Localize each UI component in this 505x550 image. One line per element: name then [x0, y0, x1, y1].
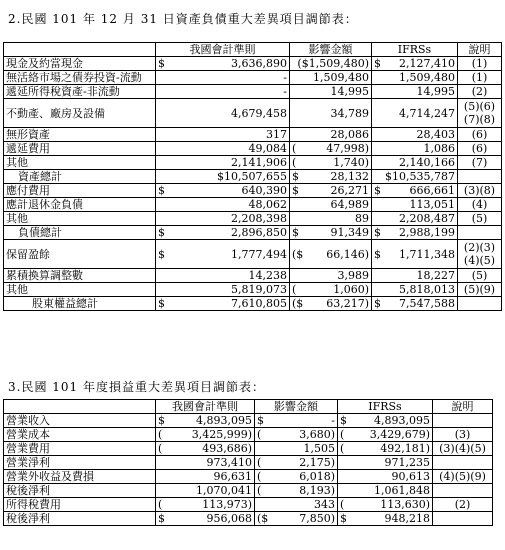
column-header: 我國會計準則	[156, 43, 290, 57]
note-cell	[433, 470, 493, 484]
amount-value: 2,988,199	[399, 226, 455, 239]
amount-cell	[255, 442, 338, 456]
table-row	[4, 170, 502, 184]
amount-value: 3,680)	[299, 428, 335, 441]
amount-value: 2,127,410	[399, 57, 455, 70]
table-row	[4, 57, 502, 71]
amount-value: 49,084	[248, 142, 287, 155]
row-label: 無活絡市場之債券投資-流動	[4, 71, 156, 85]
note-cell	[458, 212, 502, 226]
amount-cell	[338, 512, 433, 526]
table-row	[4, 198, 502, 212]
amount-value: 2,896,850	[231, 226, 287, 239]
row-label: 應付費用	[4, 184, 156, 198]
balance-sheet-reconciliation-table	[3, 42, 502, 311]
table-row	[4, 442, 493, 456]
amount-value: 1,086	[423, 142, 455, 155]
amount-cell	[338, 498, 433, 512]
amount-value: 1,505	[303, 442, 335, 455]
amount-cell	[290, 212, 372, 226]
note-ref: (5)(9)	[463, 283, 496, 296]
currency-symbol: (	[158, 442, 163, 455]
note-ref: (1)	[471, 57, 488, 70]
amount-cell	[156, 170, 290, 184]
currency-symbol: $	[257, 414, 264, 427]
currency-symbol: $	[374, 247, 381, 261]
amount-cell	[156, 226, 290, 240]
table-row	[4, 226, 502, 240]
amount-cell	[372, 226, 458, 240]
note-cell	[458, 142, 502, 156]
amount-value: 34,789	[330, 106, 369, 120]
amount-value: 3,989	[337, 269, 369, 282]
currency-symbol: (	[257, 484, 262, 497]
currency-symbol: $	[158, 512, 165, 525]
amount-cell	[156, 142, 290, 156]
amount-value: 113,051	[409, 198, 455, 211]
amount-value: 14,995	[330, 85, 369, 98]
amount-cell	[156, 498, 255, 512]
note-cell	[458, 71, 502, 85]
note-cell	[458, 184, 502, 198]
amount-value: 48,062	[248, 198, 287, 211]
row-label: 營業外收益及費損	[4, 470, 156, 484]
row-label: 其他	[4, 156, 156, 170]
column-header	[4, 400, 156, 414]
currency-symbol: (	[292, 142, 297, 155]
row-label: 遞延所得稅資產-非流動	[4, 85, 156, 99]
amount-value: 7,547,588	[399, 297, 455, 310]
amount-cell	[290, 198, 372, 212]
column-header: IFRSs	[372, 43, 458, 57]
amount-value: 666,661	[409, 184, 455, 197]
amount-value: 492,181)	[380, 442, 430, 455]
row-label: 資產總計	[4, 170, 156, 184]
currency-symbol: (	[340, 498, 345, 511]
table-row	[4, 297, 502, 311]
row-label: 其他	[4, 212, 156, 226]
table-row	[4, 142, 502, 156]
amount-cell	[156, 99, 290, 128]
column-header: 說明	[458, 43, 502, 57]
amount-value: 96,631	[213, 470, 252, 483]
note-ref: (5)	[471, 269, 488, 282]
amount-cell	[156, 456, 255, 470]
amount-cell	[255, 428, 338, 442]
table-row	[4, 128, 502, 142]
amount-value: 64,989	[330, 198, 369, 211]
row-label: 營業淨利	[4, 456, 156, 470]
amount-cell	[156, 283, 290, 297]
amount-value: 4,714,247	[399, 106, 455, 120]
currency-symbol: $	[158, 57, 165, 70]
amount-value: 6,018)	[299, 470, 335, 483]
note-ref: (2)(3)	[463, 241, 496, 254]
currency-symbol: $	[374, 226, 381, 239]
amount-cell	[372, 198, 458, 212]
note-cell	[433, 414, 493, 428]
amount-value: 1,509,480	[313, 71, 369, 84]
amount-cell	[372, 142, 458, 156]
amount-value: -	[331, 414, 335, 427]
amount-value: $10,535,787	[385, 170, 455, 183]
note-ref: (3)(8)	[463, 184, 496, 197]
note-cell	[433, 484, 493, 498]
amount-cell	[290, 85, 372, 99]
currency-symbol: ($	[292, 297, 304, 310]
amount-cell	[290, 99, 372, 128]
table-row	[4, 484, 493, 498]
amount-value: 91,349	[330, 226, 369, 239]
table-row	[4, 456, 493, 470]
amount-value: 3,425,999)	[191, 428, 252, 441]
income-statement-title: 3.民國 101 年度損益重大差異項目調節表：	[8, 380, 265, 394]
currency-symbol: $	[340, 512, 347, 525]
row-label: 遞延費用	[4, 142, 156, 156]
amount-value: 2,208,487	[399, 212, 455, 225]
note-cell	[458, 198, 502, 212]
table-row	[4, 512, 493, 526]
note-cell	[458, 240, 502, 269]
amount-value: 4,893,095	[374, 414, 430, 427]
header-row	[4, 400, 493, 414]
amount-cell	[290, 184, 372, 198]
amount-cell	[372, 297, 458, 311]
amount-value: 28,086	[330, 128, 369, 141]
column-header: 我國會計準則	[156, 400, 255, 414]
amount-cell	[290, 57, 372, 71]
amount-value: 113,973)	[202, 498, 252, 511]
note-ref: (6)	[471, 142, 488, 155]
currency-symbol: $	[158, 297, 165, 310]
note-cell	[433, 428, 493, 442]
amount-value: 113,630)	[380, 498, 430, 511]
table-row	[4, 240, 502, 269]
header-row	[4, 43, 502, 57]
table-row	[4, 85, 502, 99]
note-cell	[458, 128, 502, 142]
note-ref: (2)	[471, 85, 488, 98]
row-label: 稅後淨利	[4, 484, 156, 498]
amount-cell	[338, 442, 433, 456]
note-ref: (5)	[471, 212, 488, 225]
amount-cell	[255, 498, 338, 512]
currency-symbol: $	[158, 184, 165, 197]
amount-cell	[290, 128, 372, 142]
note-ref: (2)	[454, 498, 471, 511]
income-statement-reconciliation-table	[3, 399, 493, 526]
amount-value: 5,819,073	[231, 283, 287, 296]
row-label: 無形資產	[4, 128, 156, 142]
note-cell	[458, 226, 502, 240]
currency-symbol: ($	[292, 247, 304, 261]
amount-value: 343	[314, 498, 335, 511]
table-row	[4, 283, 502, 297]
amount-cell	[156, 297, 290, 311]
amount-value: $10,507,655	[217, 170, 287, 183]
currency-symbol: $	[158, 226, 165, 239]
amount-cell	[372, 156, 458, 170]
amount-cell	[290, 170, 372, 184]
currency-symbol: $	[374, 184, 381, 197]
amount-cell	[338, 456, 433, 470]
amount-cell	[156, 269, 290, 283]
amount-cell	[156, 85, 290, 99]
amount-cell	[255, 470, 338, 484]
amount-cell	[156, 156, 290, 170]
amount-value: 5,818,013	[399, 283, 455, 296]
table-row	[4, 470, 493, 484]
amount-cell	[372, 85, 458, 99]
amount-value: 640,390	[241, 184, 287, 197]
amount-cell	[290, 156, 372, 170]
amount-cell	[156, 240, 290, 269]
amount-value: 14,238	[248, 269, 287, 282]
amount-value: 317	[266, 128, 287, 141]
currency-symbol: $	[292, 184, 299, 197]
amount-cell	[372, 57, 458, 71]
amount-cell	[372, 240, 458, 269]
amount-cell	[338, 470, 433, 484]
currency-symbol: $	[374, 57, 381, 70]
note-ref: (7)	[471, 156, 488, 169]
currency-symbol: $	[374, 297, 381, 310]
column-header: 影響金額	[290, 43, 372, 57]
row-label: 稅後淨利	[4, 512, 156, 526]
amount-cell	[290, 71, 372, 85]
currency-symbol: $	[158, 247, 165, 261]
amount-cell	[338, 484, 433, 498]
amount-cell	[156, 414, 255, 428]
amount-cell	[372, 170, 458, 184]
amount-value: 26,271	[330, 184, 369, 197]
amount-cell	[338, 414, 433, 428]
amount-value: 4,893,095	[196, 414, 252, 427]
amount-cell	[372, 71, 458, 85]
amount-value: 89	[355, 212, 369, 225]
table-row	[4, 156, 502, 170]
amount-cell	[156, 442, 255, 456]
amount-value: 3,429,679)	[369, 428, 430, 441]
amount-cell	[156, 470, 255, 484]
note-cell	[458, 297, 502, 311]
amount-cell	[290, 269, 372, 283]
amount-value: 14,995	[416, 85, 455, 98]
note-ref: (5)(6)	[463, 100, 496, 113]
note-cell	[458, 170, 502, 184]
amount-cell	[290, 142, 372, 156]
amount-value: 2,175)	[299, 456, 335, 469]
amount-value: ($1,509,480)	[297, 57, 369, 70]
amount-cell	[290, 297, 372, 311]
amount-cell	[156, 512, 255, 526]
currency-symbol: (	[158, 498, 163, 511]
amount-value: 18,227	[416, 269, 455, 282]
row-label: 營業收入	[4, 414, 156, 428]
note-cell	[458, 99, 502, 128]
amount-value: 66,146)	[326, 247, 369, 261]
column-header: 說明	[433, 400, 493, 414]
amount-value: 7,610,805	[231, 297, 287, 310]
amount-value: 1,060)	[333, 283, 369, 296]
amount-value: -	[283, 71, 287, 84]
amount-value: 1,740)	[333, 156, 369, 169]
note-cell	[458, 156, 502, 170]
amount-cell	[290, 240, 372, 269]
row-label: 股東權益總計	[4, 297, 156, 311]
column-header	[4, 43, 156, 57]
note-ref: (3)(4)(5)	[439, 442, 486, 455]
note-cell	[458, 57, 502, 71]
row-label: 現金及約當現金	[4, 57, 156, 71]
amount-value: 8,193)	[299, 484, 335, 497]
note-cell	[458, 269, 502, 283]
amount-cell	[156, 484, 255, 498]
currency-symbol: ($	[257, 512, 269, 525]
amount-value: -	[283, 85, 287, 98]
note-ref: (4)	[471, 198, 488, 211]
amount-value: 90,613	[391, 470, 430, 483]
table-row	[4, 428, 493, 442]
amount-value: 1,777,494	[231, 247, 287, 261]
amount-value: 7,850)	[299, 512, 335, 525]
amount-cell	[156, 71, 290, 85]
note-cell	[433, 442, 493, 456]
currency-symbol: $	[340, 414, 347, 427]
column-header: 影響金額	[255, 400, 338, 414]
amount-cell	[255, 414, 338, 428]
amount-value: 956,068	[206, 512, 252, 525]
amount-value: 1,711,348	[399, 247, 455, 261]
table-row	[4, 184, 502, 198]
row-label: 營業費用	[4, 442, 156, 456]
amount-cell	[372, 283, 458, 297]
amount-value: 4,679,458	[231, 106, 287, 120]
note-cell	[433, 498, 493, 512]
note-ref: (4)(5)(9)	[439, 470, 486, 483]
amount-value: 2,141,906	[231, 156, 287, 169]
note-cell	[433, 512, 493, 526]
currency-symbol: $	[292, 226, 299, 239]
amount-cell	[338, 428, 433, 442]
table-row	[4, 99, 502, 128]
amount-value: 948,218	[384, 512, 430, 525]
currency-symbol: (	[340, 442, 345, 455]
amount-cell	[255, 484, 338, 498]
amount-cell	[255, 512, 338, 526]
note-ref: (7)(8)	[463, 113, 496, 126]
table-row	[4, 269, 502, 283]
amount-cell	[372, 128, 458, 142]
currency-symbol: (	[292, 156, 297, 169]
balance-sheet-title: 2.民國 101 年 12 月 31 日資產負債重大差異項目調節表：	[8, 12, 358, 26]
amount-cell	[156, 212, 290, 226]
row-label: 不動產、廠房及設備	[4, 99, 156, 128]
note-ref: (6)	[471, 128, 488, 141]
table-row	[4, 414, 493, 428]
amount-value: 1,070,041	[196, 484, 252, 497]
amount-value: 1,509,480	[399, 71, 455, 84]
row-label: 應計退休金負債	[4, 198, 156, 212]
amount-value: 2,208,398	[231, 212, 287, 225]
note-ref: (4)(5)	[463, 254, 496, 267]
row-label: 所得稅費用	[4, 498, 156, 512]
currency-symbol: (	[158, 428, 163, 441]
currency-symbol: (	[257, 428, 262, 441]
amount-value: 2,140,166	[399, 156, 455, 169]
amount-value: 63,217)	[326, 297, 369, 310]
currency-symbol: $	[292, 170, 299, 183]
row-label: 累積換算調整數	[4, 269, 156, 283]
amount-value: 28,132	[330, 170, 369, 183]
amount-cell	[156, 128, 290, 142]
currency-symbol: (	[292, 283, 297, 296]
amount-value: 28,403	[416, 128, 455, 141]
amount-value: 973,410	[206, 456, 252, 469]
amount-value: 47,998)	[326, 142, 369, 155]
note-ref: (1)	[471, 71, 488, 84]
currency-symbol: $	[158, 414, 165, 427]
amount-cell	[156, 198, 290, 212]
amount-cell	[372, 99, 458, 128]
currency-symbol: (	[257, 456, 262, 469]
row-label: 保留盈餘	[4, 240, 156, 269]
note-ref: (3)	[454, 428, 471, 441]
currency-symbol: (	[257, 470, 262, 483]
row-label: 營業成本	[4, 428, 156, 442]
amount-cell	[290, 283, 372, 297]
amount-cell	[156, 428, 255, 442]
column-header: IFRSs	[338, 400, 433, 414]
note-cell	[458, 85, 502, 99]
amount-cell	[372, 184, 458, 198]
table-row	[4, 71, 502, 85]
amount-cell	[255, 456, 338, 470]
amount-value: 971,235	[384, 456, 430, 469]
note-cell	[433, 456, 493, 470]
amount-cell	[372, 212, 458, 226]
amount-value: 3,636,890	[231, 57, 287, 70]
amount-cell	[156, 184, 290, 198]
amount-value: 1,061,848	[374, 484, 430, 497]
amount-cell	[156, 57, 290, 71]
amount-cell	[372, 269, 458, 283]
amount-value: 493,686)	[202, 442, 252, 455]
row-label: 其他	[4, 283, 156, 297]
table-row	[4, 498, 493, 512]
amount-cell	[290, 226, 372, 240]
table-row	[4, 212, 502, 226]
note-cell	[458, 283, 502, 297]
currency-symbol: (	[340, 428, 345, 441]
row-label: 負債總計	[4, 226, 156, 240]
